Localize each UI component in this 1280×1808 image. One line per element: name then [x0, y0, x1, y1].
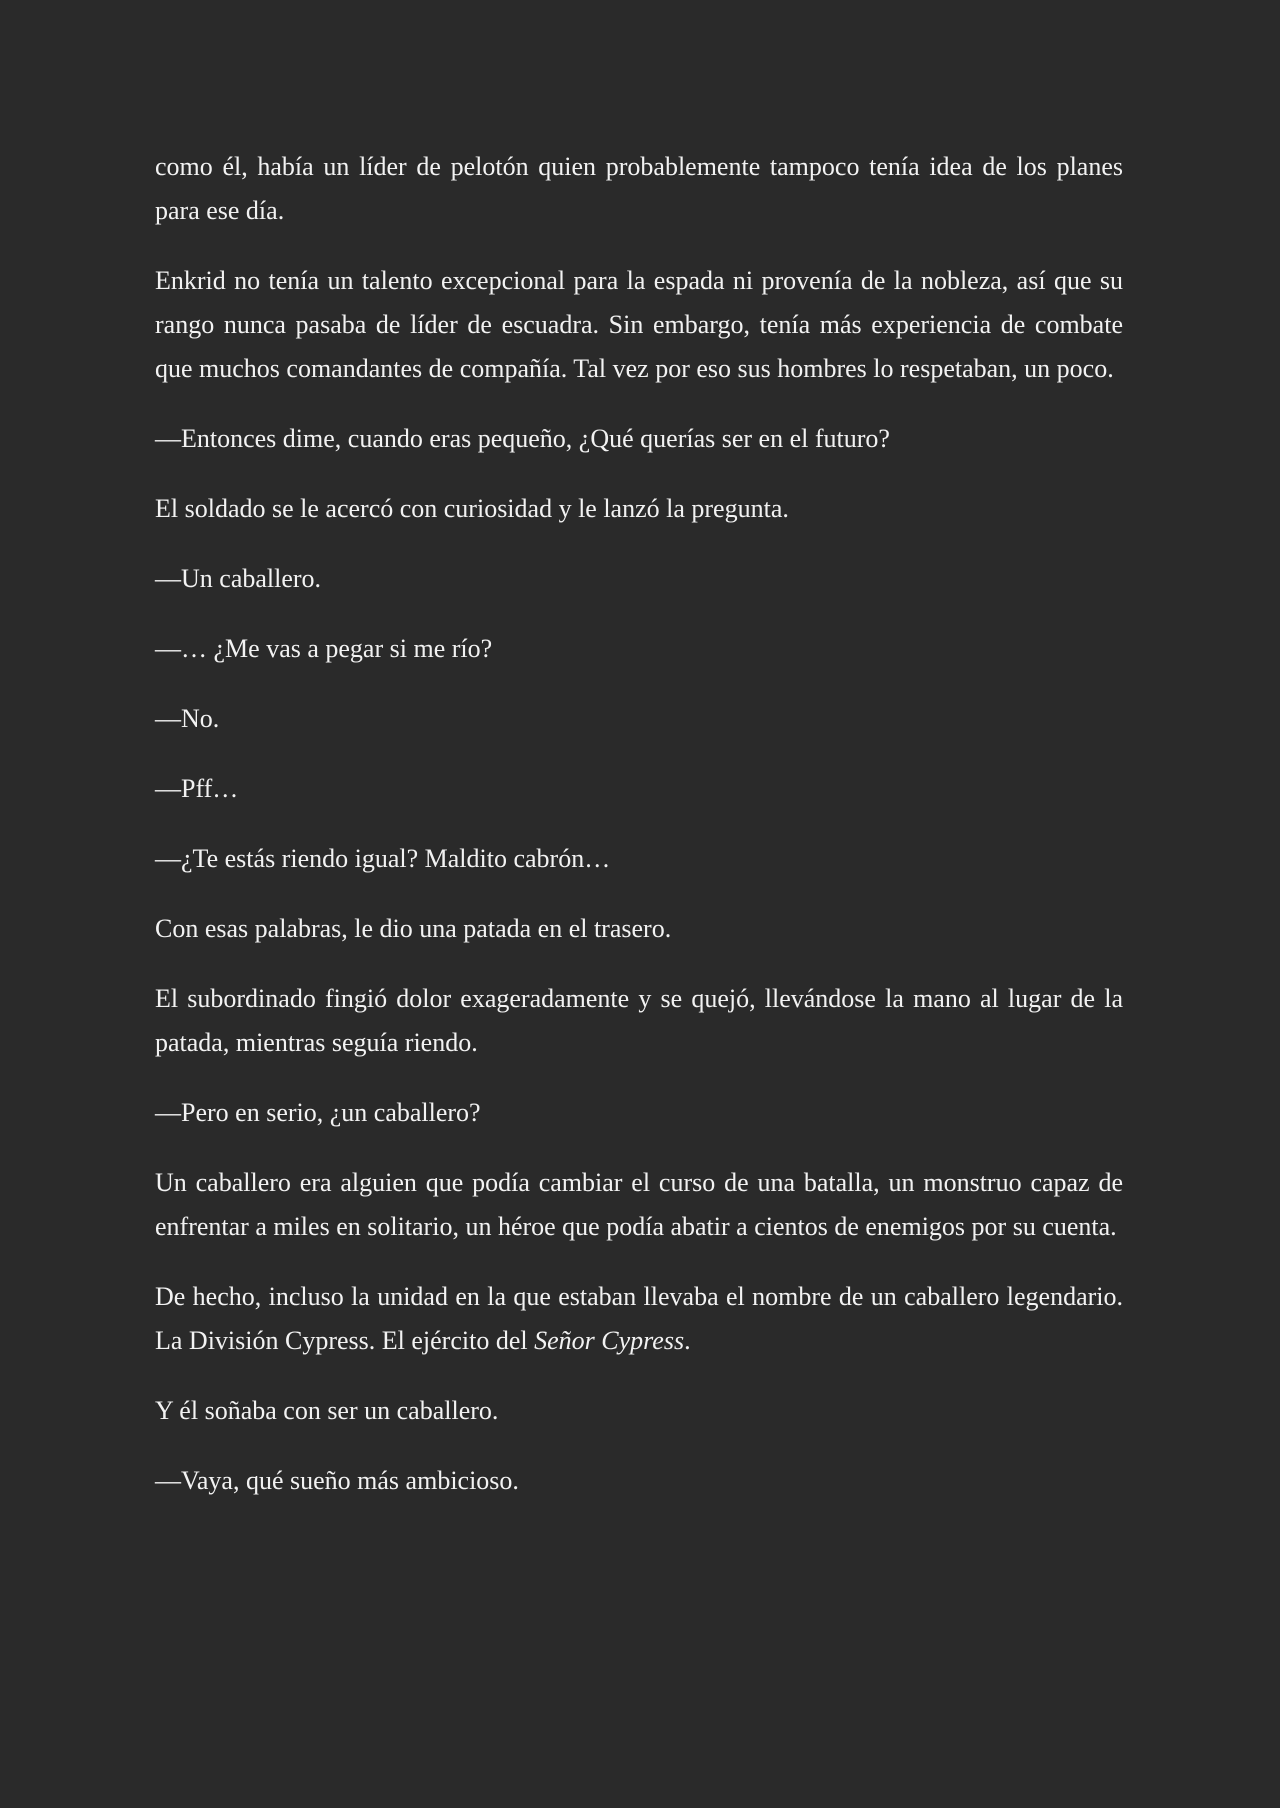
- paragraph: El soldado se le acercó con curiosidad y le lanzó la pregunta.: [155, 494, 789, 523]
- paragraph: El subordinado fingió dolor exageradamente y se quejó, llevándose la mano al lugar de la patada, mientras seguía riendo.: [155, 984, 1123, 1057]
- paragraph-end: .: [684, 1326, 691, 1355]
- dialogue-line: —Vaya, qué sueño más ambicioso.: [155, 1466, 519, 1495]
- paragraph: [155, 1275, 1123, 1363]
- paragraph: Con esas palabras, le dio una patada en el trasero.: [155, 914, 672, 943]
- italic-title: Señor Cypress: [534, 1326, 685, 1355]
- dialogue-line: —Pff…: [155, 774, 239, 803]
- paragraph: Un caballero era alguien que podía cambiar el curso de una batalla, un monstruo capaz de enfrentar a miles en solitario, un héroe que podía abatir a cientos de enemigos por su cuenta.: [155, 1168, 1123, 1241]
- paragraph: Y él soñaba con ser un caballero.: [155, 1396, 499, 1425]
- paragraph-text: De hecho, incluso la unidad en la que estaban llevaba el nombre de un caballero legendario. La División Cypress. El ejército del: [155, 1282, 1123, 1355]
- paragraph: como él, había un líder de pelotón quien probablemente tampoco tenía idea de los planes para ese día.: [155, 152, 1123, 225]
- dialogue-line: —No.: [155, 704, 220, 733]
- dialogue-line: —… ¿Me vas a pegar si me río?: [155, 634, 493, 663]
- reader-page: [155, 145, 1123, 1529]
- dialogue-line: —Entonces dime, cuando eras pequeño, ¿Qué querías ser en el futuro?: [155, 424, 890, 453]
- dialogue-line: —¿Te estás riendo igual? Maldito cabrón…: [155, 844, 611, 873]
- paragraph: Enkrid no tenía un talento excepcional para la espada ni provenía de la nobleza, así que su rango nunca pasaba de líder de escuadra. Sin embargo, tenía más experiencia de combate que muchos comandantes de compañía. Tal vez por eso sus hombres lo respetaban, un poco.: [155, 266, 1123, 383]
- dialogue-line: —Pero en serio, ¿un caballero?: [155, 1098, 481, 1127]
- dialogue-line: —Un caballero.: [155, 564, 322, 593]
